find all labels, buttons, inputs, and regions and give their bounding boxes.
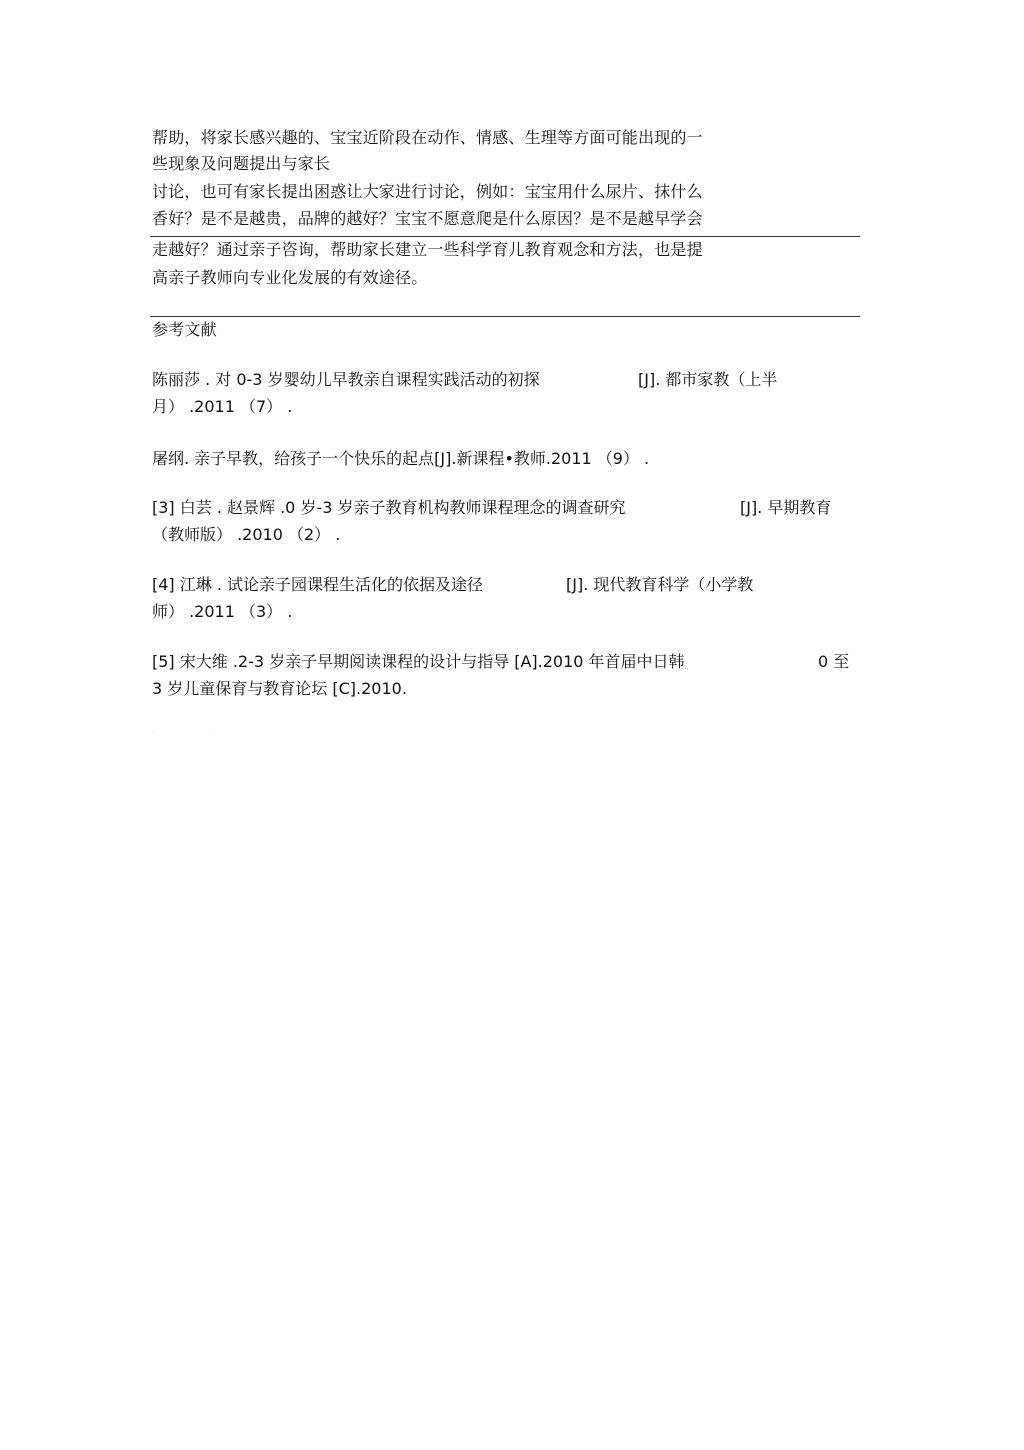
body-line-2: 些现象及问题提出与家长 — [152, 154, 331, 173]
reference-item-1 — [152, 370, 852, 390]
reference-item-2: 屠纲. 亲子早教，给孩子一个快乐的起点[J].新课程•教师.2011 （9） . — [152, 449, 650, 468]
scan-artifact-dot: · — [152, 729, 154, 736]
reference-4-line-2: 师） .2011 （3） . — [152, 602, 293, 621]
reference-1-text: 陈丽莎 . 对 0-3 岁婴幼儿早教亲自课程实践活动的初探 — [152, 370, 540, 389]
reference-1-line-2: 月） .2011 （7） . — [152, 397, 293, 416]
scan-artifact-dot: · — [210, 729, 212, 736]
body-line-6: 高亲子教师向专业化发展的有效途径。 — [152, 268, 428, 287]
divider-rule — [150, 236, 860, 237]
reference-item-3 — [152, 498, 857, 518]
references-heading: 参考文献 — [152, 320, 217, 339]
reference-3-text: [3] 白芸 . 赵景辉 .0 岁-3 岁亲子教育机构教师课程理念的调查研究 — [152, 498, 626, 517]
reference-5-line-2: 3 岁儿童保育与教育论坛 [C].2010. — [152, 679, 407, 698]
body-line-5: 走越好？通过亲子咨询，帮助家长建立一些科学育儿教育观念和方法，也是提 — [152, 240, 703, 259]
reference-4-text: [4] 江琳 . 试论亲子园课程生活化的依据及途径 — [152, 575, 484, 594]
reference-4-journal: [J]. 现代教育科学（小学教 — [566, 575, 754, 594]
reference-1-journal: [J]. 都市家教（上半 — [638, 370, 778, 389]
reference-3-journal: [J]. 早期教育 — [740, 498, 832, 517]
reference-5-continuation: 0 至 — [818, 652, 850, 671]
divider-rule — [150, 316, 860, 317]
body-line-4: 香好？是不是越贵，品牌的越好？宝宝不愿意爬是什么原因？是不是越早学会 — [152, 209, 703, 228]
reference-3-line-2: （教师版） .2010 （2） . — [152, 525, 341, 544]
reference-5-text: [5] 宋大维 .2-3 岁亲子早期阅读课程的设计与指导 [A].2010 年首届中日韩 — [152, 652, 685, 671]
body-line-3: 讨论，也可有家长提出困惑让大家进行讨论，例如：宝宝用什么尿片、抹什么 — [152, 182, 703, 201]
reference-item-4 — [152, 575, 852, 595]
body-line-1: 帮助，将家长感兴趣的、宝宝近阶段在动作、情感、生理等方面可能出现的一 — [152, 128, 703, 147]
reference-item-5 — [152, 652, 857, 672]
